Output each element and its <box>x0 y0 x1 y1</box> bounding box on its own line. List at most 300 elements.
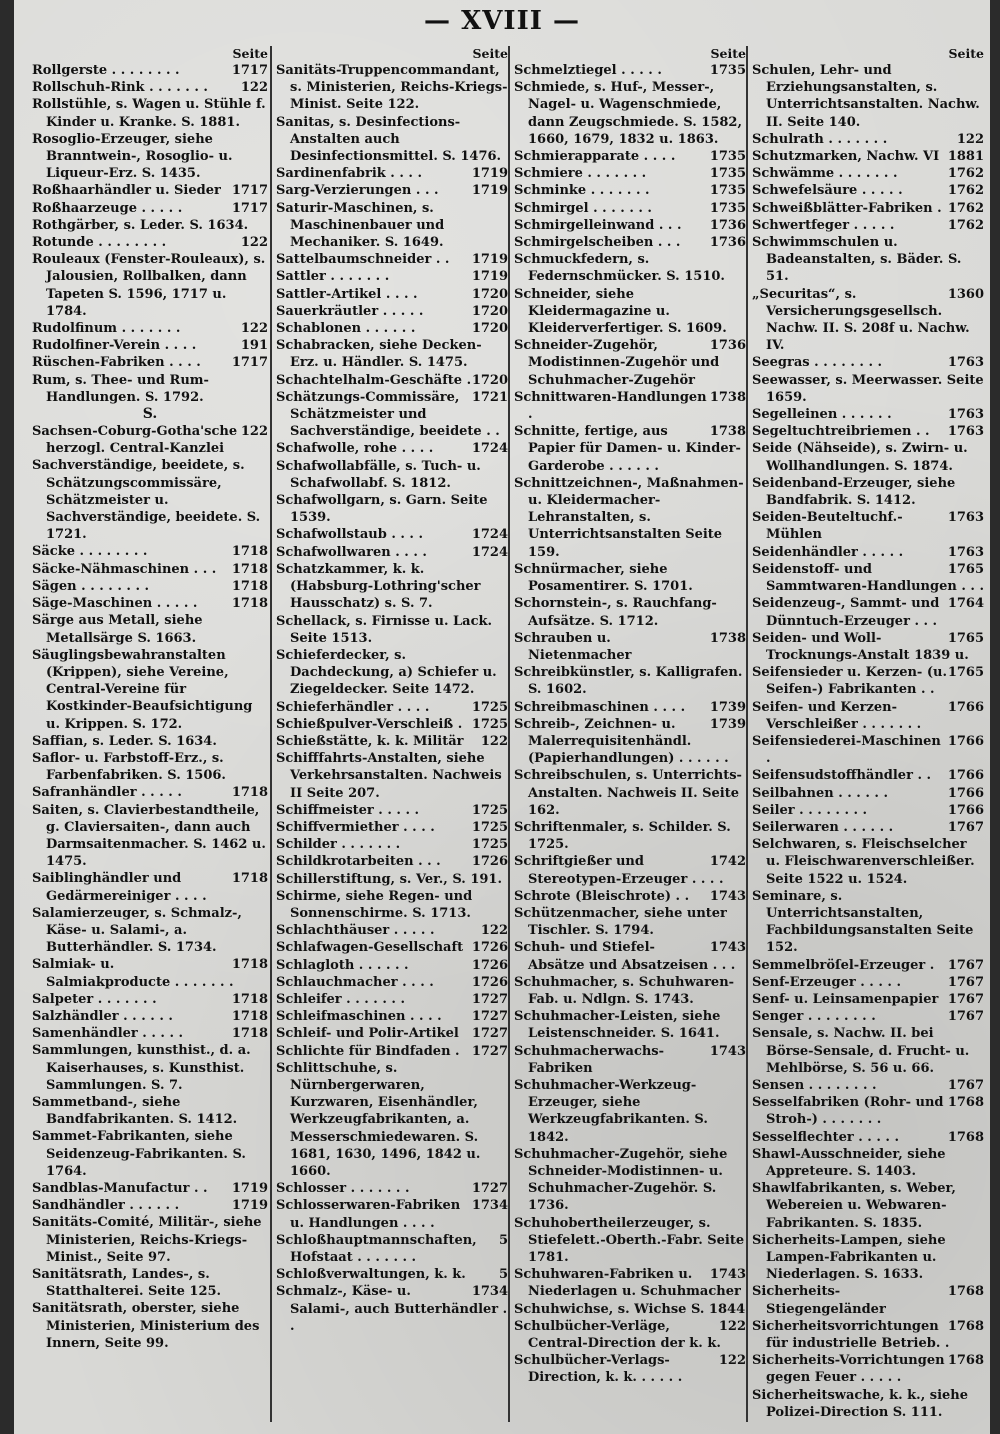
index-entry <box>276 991 508 1008</box>
entry-text: Rothgärber, s. Leder. S. 1634. <box>32 217 249 233</box>
entry-text: Sachsen-Coburg-Gotha'sche herzogl. Central-Kanzlei <box>32 424 238 457</box>
entry-text: Säge-Maschinen . . . . . <box>32 596 198 612</box>
entry-text: Schafwollstaub . . . . <box>276 527 424 543</box>
index-entry <box>32 784 268 801</box>
entry-text: Sensale, s. Nachw. II. bei Börse-Sensale, d. Frucht- u. Mehlbörse, S. 56 u. 66. <box>752 1026 970 1076</box>
entry-text: Schwämme . . . . . . . <box>752 166 898 182</box>
entry-text: Sammlungen, kunsthist., d. a. Kaiserhauses, s. Kunsthist. Sammlungen. S. 7. <box>32 1043 251 1093</box>
entry-text: Sicherheits-Vorrichtungen gegen Feuer . . . . . <box>752 1353 945 1386</box>
index-entry <box>752 406 984 423</box>
index-entry <box>32 131 268 183</box>
index-entry <box>32 733 268 750</box>
index-entry <box>752 561 984 595</box>
index-entry <box>276 802 508 819</box>
entry-text: Seiler . . . . . . . . <box>752 802 868 818</box>
index-entry <box>752 1077 984 1094</box>
entry-text: Schuhmacher-Zugehör, siehe Schneider-Modistinnen- u. Schuhmacher-Zugehör. S. 1736. <box>514 1146 728 1214</box>
entry-text: Saturir-Maschinen, s. Maschinenbauer und Mechaniker. S. 1649. <box>276 200 445 251</box>
column-header: Seite <box>948 46 984 61</box>
entry-page-number: 1720 <box>471 286 508 302</box>
index-entry <box>514 148 746 165</box>
entry-text: Rüschen-Fabriken . . . . <box>32 355 201 371</box>
entry-page-number: 1743 <box>709 888 746 904</box>
entry-page-number: 1766 <box>947 785 984 801</box>
entry-page-number: 1743 <box>709 1267 746 1283</box>
entry-text: Schuhmacher-Leisten, siehe Leistenschneider. S. 1641. <box>514 1009 721 1042</box>
index-entry <box>752 630 984 664</box>
entry-text: Schloßhauptmannschaften, Hofstaat . . . . . . . <box>276 1232 477 1266</box>
entry-page-number: 1762 <box>947 200 984 216</box>
index-entry <box>752 372 984 406</box>
entry-page-number: 1738 <box>709 630 746 646</box>
entry-text: Schriftgießer und Stereotypen-Erzeuger . . . . <box>514 854 724 887</box>
entry-page-number: 122 <box>480 733 508 749</box>
entry-page-number: 1727 <box>471 1026 508 1042</box>
index-entry <box>32 79 268 96</box>
index-entry <box>276 1025 508 1042</box>
index-entry <box>276 836 508 853</box>
entry-page-number: 122 <box>240 424 268 440</box>
entry-page-number: 1718 <box>231 1008 268 1024</box>
entry-text: Schneider-Zugehör, Modistinnen-Zugehör und Schuhmacher-Zugehör <box>514 338 720 388</box>
entry-text: Schulen, Lehr- und Erziehungsanstalten, s. Unterrichtsanstalten. Nachw. II. Seite 140. <box>752 63 980 130</box>
entry-page-number: 1718 <box>231 991 268 1007</box>
entry-text: Saflor- u. Farbstoff-Erz., s. Farbenfabriken. S. 1506. <box>32 750 226 784</box>
index-entry <box>276 200 508 252</box>
entry-page-number: 1739 <box>709 699 746 715</box>
index-entry <box>276 1043 508 1060</box>
index-entry <box>752 131 984 148</box>
entry-text: Schießstätte, k. k. Militär <box>276 733 464 749</box>
entry-text: Seifensudstoffhändler . . <box>752 768 932 784</box>
index-entry <box>752 974 984 991</box>
index-entry <box>514 217 746 234</box>
index-entry <box>514 389 746 423</box>
entry-text: Schloßverwaltungen, k. k. <box>276 1267 466 1283</box>
entry-page-number: 191 <box>240 338 268 354</box>
entry-text: Schnitte, fertige, aus Papier für Damen- u. Kinder-Garderobe . . . . . . <box>514 424 741 474</box>
entry-page-number: 1766 <box>947 768 984 784</box>
index-entry <box>752 1387 984 1421</box>
entry-page-number: 1763 <box>947 355 984 371</box>
index-entry <box>32 337 268 354</box>
section-letter: S. <box>142 406 158 423</box>
entry-text: Sesselflechter . . . . . <box>752 1129 899 1145</box>
entry-page-number: 1360 <box>947 286 984 302</box>
entry-text: Schillerstiftung, s. Ver., S. 191. <box>276 871 503 887</box>
entry-text: Sattelbaumschneider . . <box>276 252 450 268</box>
entry-text: Saiten, s. Clavierbestandtheile, g. Claviersaiten-, dann auch Darmsaitenmacher. S. 1462 u. 1475. <box>32 802 266 870</box>
entry-text: Schlachthäuser . . . . . <box>276 923 435 939</box>
index-entry <box>752 165 984 182</box>
entry-page-number: 1718 <box>231 785 268 801</box>
entry-text: Seifensiederei-Maschinen . <box>752 733 941 767</box>
entry-text: Schuh- und Stiefel-Absätze und Absatzeisen . . . <box>514 940 736 973</box>
index-entry <box>276 1060 508 1180</box>
index-entry <box>32 1094 268 1128</box>
entry-page-number: 1727 <box>471 1181 508 1197</box>
index-entry <box>752 200 984 217</box>
entry-page-number: 1763 <box>947 544 984 560</box>
entry-page-number: 1768 <box>947 1353 984 1369</box>
index-entry <box>32 62 268 79</box>
entry-text: Schuhwichse, s. Wichse S. 1844 <box>514 1301 746 1317</box>
index-entry <box>32 612 268 646</box>
entry-text: Sattler-Artikel . . . . <box>276 286 418 302</box>
index-entry <box>752 802 984 819</box>
entry-text: Schrote (Bleischrote) . . <box>514 888 690 904</box>
entry-page-number: 1725 <box>471 802 508 818</box>
entry-page-number: 1739 <box>709 716 746 732</box>
entry-text: Seidenband-Erzeuger, siehe Bandfabrik. S. 1412. <box>752 475 956 509</box>
index-entry <box>276 372 508 389</box>
index-entry <box>32 354 268 371</box>
entry-page-number: 1763 <box>947 424 984 440</box>
entry-page-number: 1742 <box>709 854 746 870</box>
entry-page-number: 1881 <box>947 149 984 165</box>
entry-text: Schreibmaschinen . . . . <box>514 699 686 715</box>
index-entry <box>32 320 268 337</box>
entry-text: Seiden- und Woll-Trocknungs-Anstalt 1839 u. <box>752 630 969 663</box>
index-entry <box>276 389 508 441</box>
index-entry <box>752 354 984 371</box>
index-entry <box>514 630 746 664</box>
entry-text: Shawlfabrikanten, s. Weber, Webereien u. Webwaren-Fabrikanten. S. 1835. <box>752 1181 956 1231</box>
entry-text: Schmuckfedern, s. Federnschmücker. S. 1510. <box>514 252 725 285</box>
index-entry <box>276 716 508 733</box>
index-entry <box>752 1180 984 1232</box>
entry-page-number: 5 <box>498 1232 508 1248</box>
entry-page-number: 1725 <box>471 837 508 853</box>
index-entry <box>752 1008 984 1025</box>
entry-text: Seiden-Beuteltuchf.-Mühlen <box>752 510 903 543</box>
index-entry <box>276 699 508 716</box>
index-entry <box>32 578 268 595</box>
index-entry <box>752 440 984 474</box>
entry-text: Säcke . . . . . . . . <box>32 544 148 560</box>
entry-text: Rouleaux (Fenster-Rouleaux), s. Jalousien, Rollbalken, dann Tapeten S. 1596, 1717 u. 1784. <box>32 252 266 319</box>
entry-text: Salmiak- u. Salmiakproducte . . . . . . . <box>32 957 234 990</box>
index-entry <box>752 62 984 131</box>
index-column-1 <box>32 46 268 1422</box>
entry-page-number: 1763 <box>947 407 984 423</box>
index-entry <box>752 1146 984 1180</box>
index-entry <box>514 62 746 79</box>
entry-text: Sicherheits-Stiegengeländer <box>752 1284 886 1317</box>
index-entry <box>752 1232 984 1284</box>
index-entry <box>514 561 746 595</box>
index-entry <box>514 1008 746 1042</box>
index-entry <box>276 440 508 457</box>
index-entry <box>32 234 268 251</box>
entry-text: Seilerwaren . . . . . . <box>752 819 894 835</box>
entry-text: Schlosserwaren-Fabriken u. Handlungen . . . . <box>276 1198 461 1231</box>
entry-page-number: 1762 <box>947 166 984 182</box>
index-entry <box>276 337 508 371</box>
entry-text: Schneider, siehe Kleidermagazine u. Kleiderverfertiger. S. 1609. <box>514 286 727 337</box>
index-entry <box>32 802 268 871</box>
entry-page-number: 122 <box>240 321 268 337</box>
entry-text: Schafwollwaren . . . . <box>276 544 427 560</box>
entry-text: Rosoglio-Erzeuger, siehe Branntwein-, Rosoglio- u. Liqueur-Erz. S. 1435. <box>32 131 233 182</box>
entry-text: Schnittwaren-Handlungen . <box>514 389 707 423</box>
index-page <box>14 0 990 1434</box>
entry-page-number: 1718 <box>231 871 268 887</box>
entry-page-number: 1725 <box>471 716 508 732</box>
entry-page-number: 1718 <box>231 1026 268 1042</box>
entry-page-number: 1718 <box>231 561 268 577</box>
entry-page-number: 1765 <box>947 630 984 646</box>
entry-text: Schuhmacher-Werkzeug-Erzeuger, siehe Werkzeugfabrikanten. S. 1842. <box>514 1077 708 1145</box>
entry-page-number: 122 <box>718 1353 746 1369</box>
entry-page-number: 1768 <box>947 1318 984 1334</box>
entry-page-number: 1720 <box>471 372 508 388</box>
entry-text: Segelleinen . . . . . . <box>752 407 892 423</box>
entry-text: Rum, s. Thee- und Rum-Handlungen. S. 1792. <box>32 372 209 405</box>
entry-text: Samenhändler . . . . . <box>32 1026 184 1042</box>
entry-text: Seegras . . . . . . . . <box>752 355 883 371</box>
entry-text: Schafwollgarn, s. Garn. Seite 1539. <box>276 493 488 526</box>
entry-text: Sardinenfabrik . . . . <box>276 166 422 182</box>
entry-page-number: 1724 <box>471 544 508 560</box>
entry-text: Rudolfinum . . . . . . . <box>32 321 181 337</box>
entry-text: Schmalz-, Käse- u. Salami-, auch Butterhändler . . <box>276 1284 508 1334</box>
index-entry <box>514 200 746 217</box>
entry-text: Schildkrotarbeiten . . . <box>276 854 441 870</box>
index-entry <box>32 561 268 578</box>
index-entry <box>514 699 746 716</box>
entry-text: Schulbücher-Verlags-Direction, k. k. . . . . . <box>514 1353 683 1386</box>
entry-text: Schießpulver-Verschleiß . <box>276 716 463 732</box>
entry-page-number: 1724 <box>471 527 508 543</box>
entry-text: Saiblinghändler und Gedärmereiniger . . . . <box>32 871 207 904</box>
index-entry <box>32 372 268 406</box>
index-entry <box>752 733 984 767</box>
entry-page-number: 1721 <box>471 389 508 405</box>
entry-text: Schiffvermiether . . . . <box>276 819 435 835</box>
entry-text: Schwefelsäure . . . . . <box>752 183 903 199</box>
entry-text: Safranhändler . . . . . <box>32 785 182 801</box>
index-entry <box>752 234 984 286</box>
index-entry <box>514 1215 746 1267</box>
entry-page-number: 1767 <box>947 991 984 1007</box>
index-entry <box>32 1025 268 1042</box>
entry-page-number: 1726 <box>471 940 508 956</box>
entry-text: Sarg-Verzierungen . . . <box>276 183 439 199</box>
index-entry <box>276 733 508 750</box>
entry-page-number: 1743 <box>709 940 746 956</box>
index-entry <box>514 595 746 629</box>
entry-page-number: 1764 <box>947 596 984 612</box>
entry-page-number: 1718 <box>231 596 268 612</box>
index-entry <box>752 1318 984 1352</box>
entry-page-number: 1725 <box>471 699 508 715</box>
entry-page-number: 1727 <box>471 1043 508 1059</box>
entry-text: Sammetband-, siehe Bandfabrikanten. S. 1412. <box>32 1094 238 1128</box>
entry-text: Seilbahnen . . . . . . <box>752 785 888 801</box>
entry-page-number: 1735 <box>709 149 746 165</box>
index-entry <box>32 1180 268 1197</box>
entry-text: Sanitas, s. Desinfections-Anstalten auch Desinfectionsmittel. S. 1476. <box>276 114 502 165</box>
entry-text: Schieferdecker, s. Dachdeckung, a) Schiefer u. Ziegeldecker. Seite 1472. <box>276 647 497 698</box>
entry-text: Sicherheits-Lampen, siehe Lampen-Fabrikanten u. Niederlagen. S. 1633. <box>752 1232 946 1283</box>
index-entry <box>752 217 984 234</box>
entry-page-number: 122 <box>956 131 984 147</box>
entry-page-number: 1727 <box>471 1009 508 1025</box>
entry-text: Schmiede, s. Huf-, Messer-, Nagel- u. Wagenschmiede, dann Zeugschmiede. S. 1582, 1660, 1679, 1832 u. 1863. <box>514 80 742 147</box>
index-entry <box>276 526 508 543</box>
index-entry <box>514 716 746 768</box>
index-entry <box>32 200 268 217</box>
index-entry <box>514 939 746 973</box>
entry-page-number: 1726 <box>471 854 508 870</box>
entry-page-number: 1767 <box>947 974 984 990</box>
index-entry <box>276 561 508 613</box>
index-entry <box>32 750 268 784</box>
entry-page-number: 1743 <box>709 1043 746 1059</box>
entry-text: Segeltuchtreibriemen . . <box>752 424 930 440</box>
index-entry <box>752 957 984 974</box>
index-entry <box>276 286 508 303</box>
entry-page-number: 1768 <box>947 1284 984 1300</box>
index-entry <box>752 148 984 165</box>
index-entry <box>514 853 746 887</box>
entry-text: Semmelbröſel-Erzeuger . <box>752 957 935 973</box>
index-entry <box>32 1300 268 1352</box>
index-entry <box>32 251 268 320</box>
column-header: Seite <box>232 46 268 61</box>
entry-page-number: 1717 <box>231 200 268 216</box>
entry-text: Schnürmacher, siehe Posamentirer. S. 1701. <box>514 561 693 595</box>
entry-page-number: 1736 <box>709 338 746 354</box>
index-entry <box>276 492 508 526</box>
entry-page-number: 1763 <box>947 510 984 526</box>
index-entry <box>32 1197 268 1214</box>
entry-page-number: 1735 <box>709 166 746 182</box>
entry-page-number: 1738 <box>709 389 746 405</box>
entry-text: Saffian, s. Leder. S. 1634. <box>32 733 217 749</box>
index-entry <box>276 1266 508 1283</box>
entry-text: Schafwolle, rohe . . . . <box>276 441 434 457</box>
entry-page-number: 1726 <box>471 974 508 990</box>
entry-text: Rollgerste . . . . . . . . <box>32 63 180 78</box>
index-entry <box>514 1318 746 1352</box>
index-entry <box>752 1094 984 1128</box>
index-entry <box>276 268 508 285</box>
entry-page-number: 1727 <box>471 991 508 1007</box>
entry-text: Schuhobertheilerzeuger, s. Stiefelett.-Oberth.-Fabr. Seite 1781. <box>514 1215 745 1266</box>
index-entry <box>752 423 984 440</box>
entry-text: Sanitätsrath, Landes-, s. Statthalterei. Seite 125. <box>32 1267 222 1300</box>
entry-page-number: 5 <box>498 1267 508 1283</box>
entry-page-number: 1719 <box>231 1198 268 1214</box>
entry-page-number: 1719 <box>471 183 508 199</box>
entry-text: Sägen . . . . . . . . <box>32 578 150 594</box>
index-entry <box>514 888 746 905</box>
entry-page-number: 1725 <box>471 819 508 835</box>
column-header: Seite <box>472 46 508 61</box>
entry-text: Schnittzeichnen-, Maßnahmen- u. Kleidermacher-Lehranstalten, s. Unterrichtsanstalten Seite 159. <box>514 475 744 560</box>
entry-text: Schiffmeister . . . . . <box>276 802 420 818</box>
entry-text: Säuglingsbewahranstalten (Krippen), siehe Vereine, Central-Vereine für Kostkinder-Beaufsichtigung u. Krippen. S. 172. <box>32 647 253 732</box>
index-entry <box>32 1128 268 1180</box>
entry-page-number: 1766 <box>947 699 984 715</box>
entry-text: Schellack, s. Firnisse u. Lack. Seite 1513. <box>276 613 493 646</box>
index-entry <box>514 1043 746 1077</box>
entry-text: Salamierzeuger, s. Schmalz-, Käse- u. Salami-, a. Butterhändler. S. 1734. <box>32 905 242 956</box>
index-entry <box>276 939 508 956</box>
entry-text: Seminare, s. Unterrichtsanstalten, Fachbildungsanstalten Seite 152. <box>752 888 974 956</box>
index-entry <box>514 423 746 475</box>
entry-text: Schieferhändler . . . . <box>276 699 430 715</box>
entry-text: Senf- u. Leinsamenpapier <box>752 991 939 1007</box>
index-entry <box>752 595 984 629</box>
index-entry <box>514 1352 746 1386</box>
index-entry <box>752 182 984 199</box>
index-entry <box>276 1197 508 1231</box>
entry-text: Schlittschuhe, s. Nürnbergerwaren, Kurzwaren, Eisenhändler, Werkzeugfabrikanten, a. Messerschmiedewaren. S. 1681, 1630, 1496, 1842 u. 1660. <box>276 1060 481 1179</box>
index-entry <box>514 664 746 698</box>
entry-text: Schutzmarken, Nachw. VI <box>752 149 940 165</box>
entry-page-number: 1767 <box>947 957 984 973</box>
index-entry <box>32 905 268 957</box>
index-entry <box>276 114 508 166</box>
entry-page-number: 1718 <box>231 578 268 594</box>
entry-text: Schilder . . . . . . . <box>276 837 401 853</box>
entry-text: Schlichte für Bindfaden . <box>276 1043 460 1059</box>
entry-text: Schafwollabfälle, s. Tuch- u. Schafwollabf. S. 1812. <box>276 458 481 491</box>
entry-text: Schuhmacherwachs-Fabriken <box>514 1043 665 1076</box>
index-entry <box>32 956 268 990</box>
index-entry <box>514 79 746 148</box>
index-entry <box>752 836 984 888</box>
entry-text: Sanitätsrath, oberster, siehe Ministerien, Ministerium des Innern, Seite 99. <box>32 1301 260 1351</box>
index-column-2 <box>270 46 508 1422</box>
index-entry <box>514 905 746 939</box>
entry-page-number: 1719 <box>471 252 508 268</box>
entry-text: Schlagloth . . . . . . <box>276 957 409 973</box>
entry-text: Roßhaarzeuge . . . . . <box>32 200 183 216</box>
index-entry <box>514 974 746 1008</box>
column-header: Seite <box>710 46 746 61</box>
entry-page-number: 1738 <box>709 424 746 440</box>
entry-page-number: 1734 <box>471 1284 508 1300</box>
entry-page-number: 1719 <box>471 166 508 182</box>
page-number: — XVIII — <box>424 6 580 36</box>
index-entry <box>514 251 746 285</box>
index-entry <box>276 251 508 268</box>
entry-page-number: 1735 <box>709 63 746 78</box>
entry-text: Schuhmacher, s. Schuhwaren-Fab. u. Ndlgn. S. 1743. <box>514 974 735 1007</box>
entry-page-number: 1765 <box>947 561 984 577</box>
entry-text: Sanitäts-Truppencommandant, s. Ministerien, Reichs-Kriegs-Minist. Seite 122. <box>276 63 508 113</box>
entry-page-number: 1766 <box>947 802 984 818</box>
entry-text: Schreibschulen, s. Unterrichts-Anstalten. Nachweis II. Seite 162. <box>514 768 742 818</box>
entry-page-number: 122 <box>240 80 268 96</box>
entry-text: Schlosser . . . . . . . <box>276 1181 410 1197</box>
entry-page-number: 122 <box>718 1318 746 1334</box>
index-entry <box>276 303 508 320</box>
entry-text: Schreib-, Zeichnen- u. Malerrequisitenhändl. (Papierhandlungen) . . . . . . <box>514 716 729 767</box>
index-entry <box>276 182 508 199</box>
entry-text: Schulbücher-Verläge, Central-Direction der k. k. <box>514 1318 721 1352</box>
entry-page-number: 1724 <box>471 441 508 457</box>
index-entry <box>514 182 746 199</box>
entry-page-number: 1767 <box>947 1009 984 1025</box>
index-entry <box>32 423 268 457</box>
entry-text: Schlafwagen-Gesellschaft <box>276 940 464 956</box>
entry-text: Särge aus Metall, siehe Metallsärge S. 1663. <box>32 613 203 646</box>
